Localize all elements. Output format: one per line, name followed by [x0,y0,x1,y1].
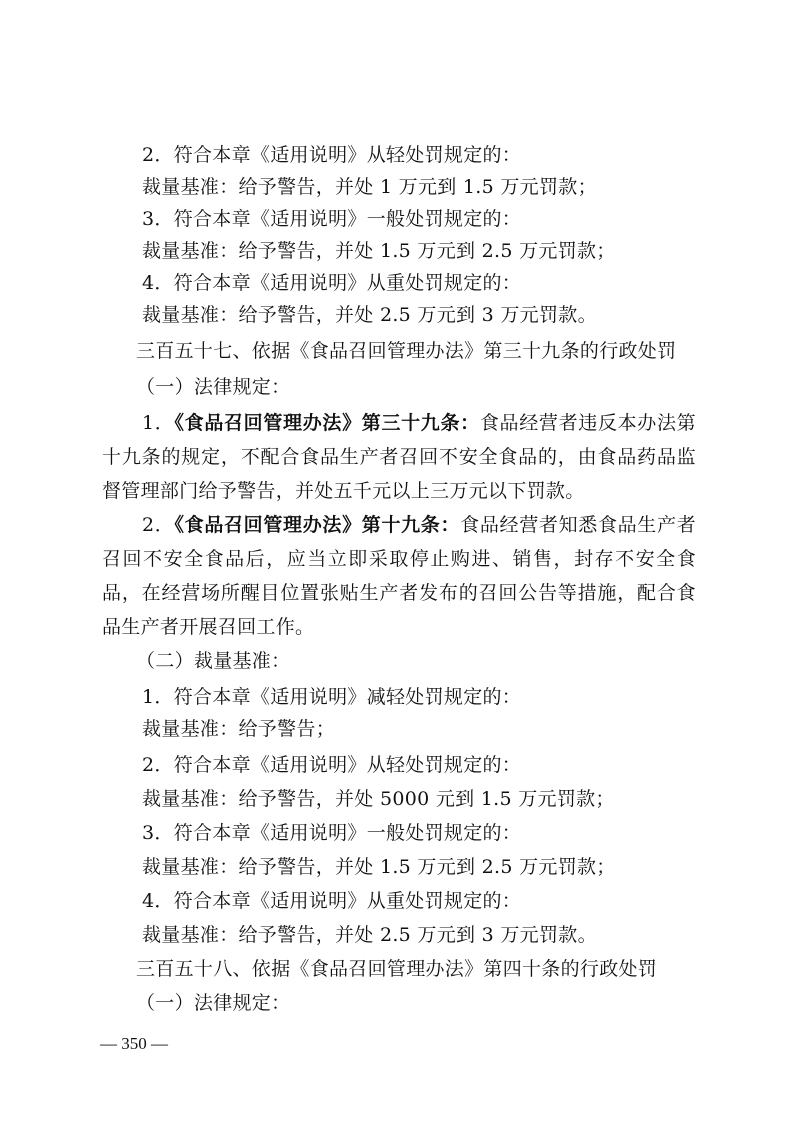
provision-1-title: 《食品召回管理办法》第三十九条： [174,412,480,434]
clause-3-general: 3．符合本章《适用说明》一般处罚规定的： [142,208,522,230]
section-heading-358: 三百五十八、依据《食品召回管理办法》第四十条的行政处罚 [136,958,658,980]
provision-1-number: 1． [142,412,175,434]
standard-3-general-b: 裁量基准：给予警告，并处 1.5 万元到 2.5 万元罚款； [142,856,616,878]
page-number: — 350 — [100,1034,168,1053]
subsection-legal-provisions-b: （一）法律规定： [136,992,291,1014]
standard-3-general: 裁量基准：给予警告，并处 1.5 万元到 2.5 万元罚款； [142,240,616,262]
clause-2-lighter-b: 2．符合本章《适用说明》从轻处罚规定的： [142,754,522,776]
provision-1-text: 食品经营者违反本办法第十九条的规定，不配合食品生产者召回不安全食品的，由食品药品监督管理部门给予警告，并处五千元以上三万元以下罚款。 [102,412,696,502]
section-heading-357: 三百五十七、依据《食品召回管理办法》第三十九条的行政处罚 [136,340,677,362]
provision-2-title: 《食品召回管理办法》第十九条： [174,514,461,536]
standard-4-heavier-b: 裁量基准：给予警告，并处 2.5 万元到 3 万元罚款。 [142,924,597,946]
subsection-legal-provisions: （一）法律规定： [136,376,291,398]
legal-provision-2 [102,508,696,644]
provision-2-number: 2． [142,514,175,536]
provision-2-text: 食品经营者知悉食品生产者召回不安全食品后，应当立即采取停止购进、销售，封存不安全食品，在经营场所醒目位置张贴生产者发布的召回公告等措施，配合食品生产者开展召回工作。 [102,514,696,638]
subsection-discretion-standard: （二）裁量基准： [136,650,291,672]
clause-2-lighter: 2．符合本章《适用说明》从轻处罚规定的： [142,144,522,166]
standard-2-lighter: 裁量基准：给予警告，并处 1 万元到 1.5 万元罚款； [142,176,597,198]
clause-4-heavier-b: 4．符合本章《适用说明》从重处罚规定的： [142,890,522,912]
clause-3-general-b: 3．符合本章《适用说明》一般处罚规定的： [142,822,522,844]
clause-4-heavier: 4．符合本章《适用说明》从重处罚规定的： [142,272,522,294]
standard-2-lighter-b: 裁量基准：给予警告，并处 5000 元到 1.5 万元罚款； [142,788,615,810]
legal-provision-1 [102,406,696,508]
standard-4-heavier: 裁量基准：给予警告，并处 2.5 万元到 3 万元罚款。 [142,304,597,326]
standard-1-mitigated: 裁量基准：给予警告； [142,718,336,740]
clause-1-mitigated: 1．符合本章《适用说明》减轻处罚规定的： [142,686,522,708]
